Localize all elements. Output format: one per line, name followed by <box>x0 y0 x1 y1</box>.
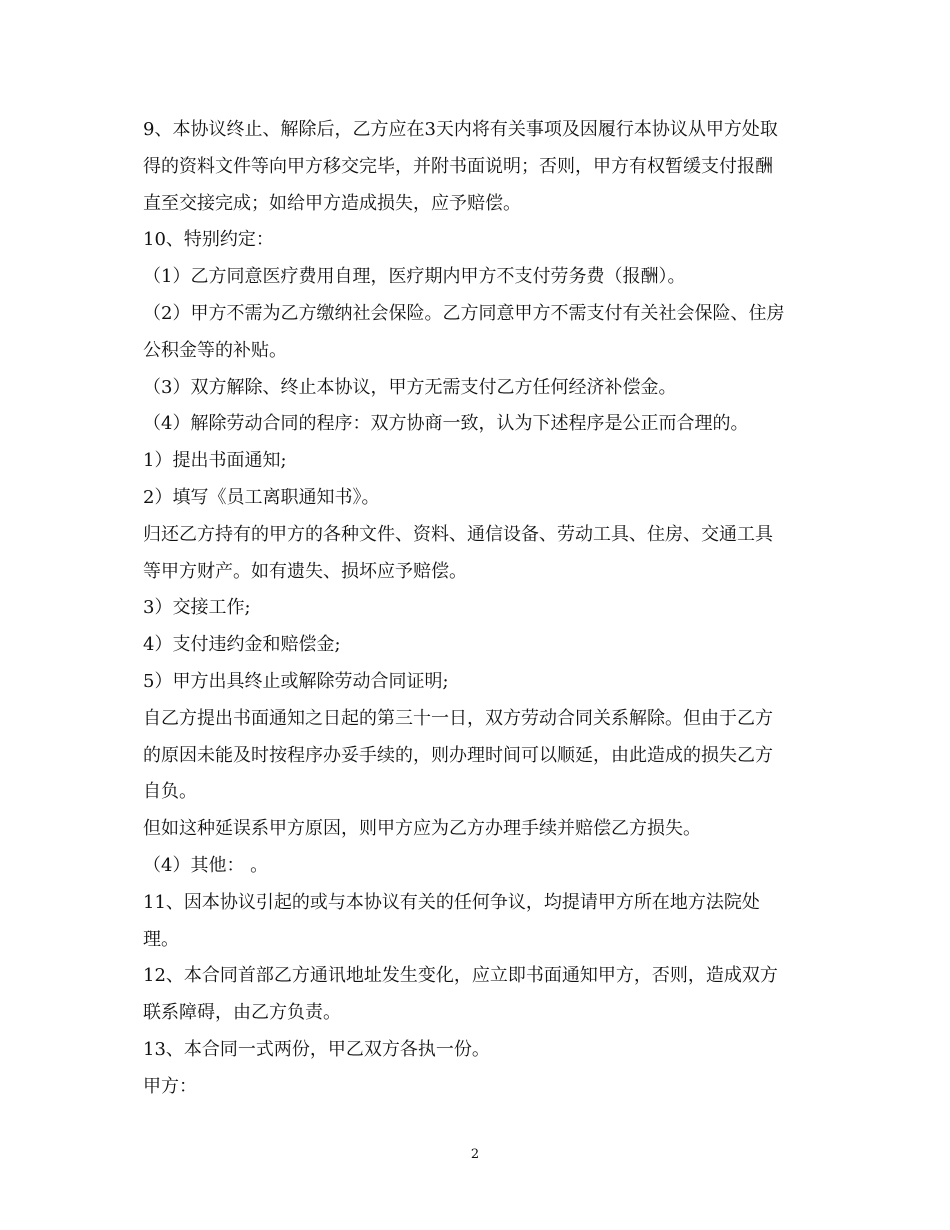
text-line: （3）双方解除、终止本协议，甲方无需支付乙方任何经济补偿金。 <box>143 376 677 398</box>
text-line: （2）甲方不需为乙方缴纳社会保险。乙方同意甲方不需支付有关社会保险、住房 <box>143 302 785 324</box>
text-line: （4）其他： 。 <box>143 854 269 876</box>
text-line: 归还乙方持有的甲方的各种文件、资料、通信设备、劳动工具、住房、交通工具 <box>143 523 773 545</box>
text-line: （4）解除劳动合同的程序：双方协商一致，认为下述程序是公正而合理的。 <box>143 413 749 435</box>
text-line: 自乙方提出书面通知之日起的第三十一日，双方劳动合同关系解除。但由于乙方 <box>143 707 773 729</box>
text-line: 联系障碍，由乙方负责。 <box>143 1002 341 1024</box>
text-line: 公积金等的补贴。 <box>143 339 287 361</box>
text-line: 自负。 <box>143 781 197 803</box>
list-item: 5）甲方出具终止或解除劳动合同证明; <box>143 670 449 692</box>
document-body <box>143 112 808 1106</box>
text-line: 的原因未能及时按程序办妥手续的，则办理时间可以顺延，由此造成的损失乙方 <box>143 744 773 766</box>
text-line: 12、本合同首部乙方通讯地址发生变化，应立即书面通知甲方，否则，造成双方 <box>143 965 778 987</box>
text-line: 理。 <box>143 928 179 950</box>
list-item: 2）填写《员工离职通知书》。 <box>143 486 380 508</box>
text-line: 等甲方财产。如有遗失、损坏应予赔偿。 <box>143 560 467 582</box>
list-item: 3）交接工作; <box>143 597 251 619</box>
page-number: 2 <box>470 1147 480 1162</box>
text-line: 直至交接完成；如给甲方造成损失，应予赔偿。 <box>143 192 521 214</box>
list-item: 1）提出书面通知; <box>143 450 287 472</box>
text-line: 9、本协议终止、解除后，乙方应在3天内将有关事项及因履行本协议从甲方处取 <box>143 119 778 140</box>
signature-label: 甲方： <box>143 1075 197 1097</box>
text-line: 11、因本协议引起的或与本协议有关的任何争议，均提请甲方所在地方法院处 <box>143 891 760 913</box>
section-heading: 10、特别约定： <box>143 229 274 251</box>
text-line: 得的资料文件等向甲方移交完毕，并附书面说明；否则，甲方有权暂缓支付报酬 <box>143 155 773 177</box>
list-item: 4）支付违约金和赔偿金; <box>143 634 341 656</box>
text-line: 13、本合同一式两份，甲乙双方各执一份。 <box>143 1038 490 1060</box>
text-line: 但如这种延误系甲方原因，则甲方应为乙方办理手续并赔偿乙方损失。 <box>143 818 701 840</box>
text-line: （1）乙方同意医疗费用自理，医疗期内甲方不支付劳务费（报酬）。 <box>143 266 686 288</box>
